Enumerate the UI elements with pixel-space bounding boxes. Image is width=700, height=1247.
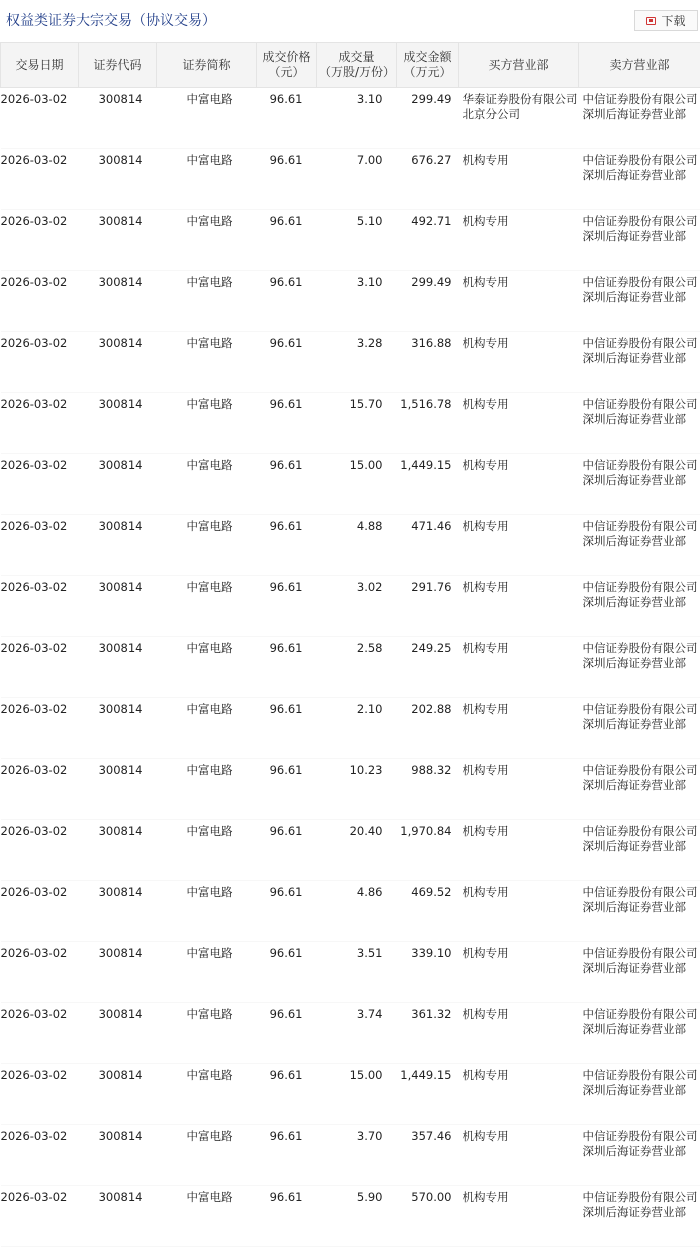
amount-cell: 316.88: [397, 332, 459, 393]
security-name-cell: 中富电路: [157, 820, 257, 881]
table-row: [1, 515, 700, 576]
amount-cell: 339.10: [397, 942, 459, 1003]
price-cell: 96.61: [257, 1064, 317, 1125]
trade-date-cell: 2026-03-02: [1, 1186, 79, 1247]
seller-cell: 中信证券股份有限公司深圳后海证券营业部: [579, 332, 700, 393]
price-cell: 96.61: [257, 332, 317, 393]
security-name-cell: 中富电路: [157, 1064, 257, 1125]
buyer-cell: 机构专用: [459, 393, 579, 454]
buyer-cell: 机构专用: [459, 759, 579, 820]
seller-cell: 中信证券股份有限公司深圳后海证券营业部: [579, 1186, 700, 1247]
seller-cell: 中信证券股份有限公司深圳后海证券营业部: [579, 88, 700, 149]
trade-date-cell: 2026-03-02: [1, 759, 79, 820]
table-row: [1, 332, 700, 393]
security-name-cell: 中富电路: [157, 698, 257, 759]
volume-cell: 20.40: [317, 820, 397, 881]
trade-date-cell: 2026-03-02: [1, 1125, 79, 1186]
amount-cell: 469.52: [397, 881, 459, 942]
volume-cell: 3.10: [317, 271, 397, 332]
buyer-cell: 机构专用: [459, 942, 579, 1003]
security-code-cell: 300814: [79, 759, 157, 820]
volume-cell: 2.10: [317, 698, 397, 759]
amount-cell: 249.25: [397, 637, 459, 698]
amount-cell: 676.27: [397, 149, 459, 210]
col-header-amount: 成交金额 （万元）: [397, 43, 459, 88]
volume-cell: 3.02: [317, 576, 397, 637]
security-code-cell: 300814: [79, 149, 157, 210]
volume-cell: 5.10: [317, 210, 397, 271]
price-cell: 96.61: [257, 1125, 317, 1186]
buyer-cell: 机构专用: [459, 1186, 579, 1247]
amount-cell: 988.32: [397, 759, 459, 820]
table-row: [1, 576, 700, 637]
col-header-buyer: 买方营业部: [459, 43, 579, 88]
security-code-cell: 300814: [79, 637, 157, 698]
buyer-cell: 机构专用: [459, 1125, 579, 1186]
trade-date-cell: 2026-03-02: [1, 332, 79, 393]
trade-date-cell: 2026-03-02: [1, 637, 79, 698]
seller-cell: 中信证券股份有限公司深圳后海证券营业部: [579, 576, 700, 637]
seller-cell: 中信证券股份有限公司深圳后海证券营业部: [579, 1125, 700, 1186]
trade-date-cell: 2026-03-02: [1, 1003, 79, 1064]
security-name-cell: 中富电路: [157, 1003, 257, 1064]
page-title: 权益类证券大宗交易（协议交易）: [6, 10, 216, 30]
buyer-cell: 机构专用: [459, 881, 579, 942]
security-name-cell: 中富电路: [157, 1186, 257, 1247]
price-cell: 96.61: [257, 210, 317, 271]
table-row: [1, 1064, 700, 1125]
volume-cell: 3.28: [317, 332, 397, 393]
table-row: [1, 1003, 700, 1064]
download-button[interactable]: [634, 10, 698, 31]
volume-cell: 5.90: [317, 1186, 397, 1247]
table-row: [1, 698, 700, 759]
trade-date-cell: 2026-03-02: [1, 1064, 79, 1125]
price-cell: 96.61: [257, 515, 317, 576]
col-header-volume: 成交量 （万股/万份）: [317, 43, 397, 88]
amount-cell: 1,516.78: [397, 393, 459, 454]
col-header-security-name: 证券简称: [157, 43, 257, 88]
col-header-price: 成交价格 （元）: [257, 43, 317, 88]
security-code-cell: 300814: [79, 1064, 157, 1125]
seller-cell: 中信证券股份有限公司深圳后海证券营业部: [579, 820, 700, 881]
table-body: [1, 88, 700, 1247]
price-cell: 96.61: [257, 393, 317, 454]
security-code-cell: 300814: [79, 576, 157, 637]
table-row: [1, 1125, 700, 1186]
volume-cell: 3.10: [317, 88, 397, 149]
volume-cell: 4.86: [317, 881, 397, 942]
security-code-cell: 300814: [79, 332, 157, 393]
seller-cell: 中信证券股份有限公司深圳后海证券营业部: [579, 942, 700, 1003]
security-name-cell: 中富电路: [157, 881, 257, 942]
table-row: [1, 454, 700, 515]
amount-cell: 357.46: [397, 1125, 459, 1186]
amount-cell: 471.46: [397, 515, 459, 576]
download-label: 下载: [661, 12, 685, 29]
security-code-cell: 300814: [79, 88, 157, 149]
trade-date-cell: 2026-03-02: [1, 149, 79, 210]
seller-cell: 中信证券股份有限公司深圳后海证券营业部: [579, 210, 700, 271]
volume-cell: 3.74: [317, 1003, 397, 1064]
trade-date-cell: 2026-03-02: [1, 881, 79, 942]
col-header-security-code: 证券代码: [79, 43, 157, 88]
trade-date-cell: 2026-03-02: [1, 210, 79, 271]
amount-cell: 299.49: [397, 271, 459, 332]
security-name-cell: 中富电路: [157, 1125, 257, 1186]
col-header-trade-date: 交易日期: [1, 43, 79, 88]
price-cell: 96.61: [257, 820, 317, 881]
trade-date-cell: 2026-03-02: [1, 942, 79, 1003]
trade-date-cell: 2026-03-02: [1, 515, 79, 576]
trade-date-cell: 2026-03-02: [1, 454, 79, 515]
volume-cell: 3.70: [317, 1125, 397, 1186]
seller-cell: 中信证券股份有限公司深圳后海证券营业部: [579, 454, 700, 515]
table-row: [1, 88, 700, 149]
buyer-cell: 机构专用: [459, 271, 579, 332]
seller-cell: 中信证券股份有限公司深圳后海证券营业部: [579, 637, 700, 698]
security-code-cell: 300814: [79, 820, 157, 881]
security-code-cell: 300814: [79, 1125, 157, 1186]
price-cell: 96.61: [257, 1186, 317, 1247]
table-row: [1, 1186, 700, 1247]
table-row: [1, 820, 700, 881]
table-row: [1, 271, 700, 332]
table-row: [1, 881, 700, 942]
security-name-cell: 中富电路: [157, 942, 257, 1003]
title-bar: [0, 0, 700, 40]
security-name-cell: 中富电路: [157, 271, 257, 332]
security-code-cell: 300814: [79, 942, 157, 1003]
security-name-cell: 中富电路: [157, 454, 257, 515]
security-name-cell: 中富电路: [157, 637, 257, 698]
seller-cell: 中信证券股份有限公司深圳后海证券营业部: [579, 271, 700, 332]
price-cell: 96.61: [257, 454, 317, 515]
volume-cell: 2.58: [317, 637, 397, 698]
amount-cell: 1,449.15: [397, 1064, 459, 1125]
trade-date-cell: 2026-03-02: [1, 698, 79, 759]
amount-cell: 361.32: [397, 1003, 459, 1064]
amount-cell: 291.76: [397, 576, 459, 637]
excel-icon: [646, 17, 656, 25]
price-cell: 96.61: [257, 942, 317, 1003]
price-cell: 96.61: [257, 271, 317, 332]
table-row: [1, 759, 700, 820]
security-name-cell: 中富电路: [157, 759, 257, 820]
volume-cell: 10.23: [317, 759, 397, 820]
amount-cell: 299.49: [397, 88, 459, 149]
buyer-cell: 机构专用: [459, 820, 579, 881]
amount-cell: 202.88: [397, 698, 459, 759]
amount-cell: 570.00: [397, 1186, 459, 1247]
price-cell: 96.61: [257, 698, 317, 759]
price-cell: 96.61: [257, 149, 317, 210]
volume-cell: 4.88: [317, 515, 397, 576]
security-name-cell: 中富电路: [157, 332, 257, 393]
seller-cell: 中信证券股份有限公司深圳后海证券营业部: [579, 515, 700, 576]
seller-cell: 中信证券股份有限公司深圳后海证券营业部: [579, 393, 700, 454]
price-cell: 96.61: [257, 88, 317, 149]
trade-date-cell: 2026-03-02: [1, 576, 79, 637]
security-name-cell: 中富电路: [157, 515, 257, 576]
price-cell: 96.61: [257, 637, 317, 698]
amount-cell: 1,449.15: [397, 454, 459, 515]
seller-cell: 中信证券股份有限公司深圳后海证券营业部: [579, 698, 700, 759]
security-name-cell: 中富电路: [157, 88, 257, 149]
security-code-cell: 300814: [79, 454, 157, 515]
buyer-cell: 机构专用: [459, 210, 579, 271]
buyer-cell: 机构专用: [459, 515, 579, 576]
security-name-cell: 中富电路: [157, 393, 257, 454]
security-code-cell: 300814: [79, 271, 157, 332]
buyer-cell: 机构专用: [459, 1064, 579, 1125]
table-header-row: [1, 43, 700, 88]
volume-cell: 7.00: [317, 149, 397, 210]
amount-cell: 1,970.84: [397, 820, 459, 881]
security-code-cell: 300814: [79, 210, 157, 271]
table-row: [1, 393, 700, 454]
block-trade-table: [0, 42, 700, 1247]
buyer-cell: 机构专用: [459, 637, 579, 698]
buyer-cell: 机构专用: [459, 698, 579, 759]
seller-cell: 中信证券股份有限公司深圳后海证券营业部: [579, 759, 700, 820]
price-cell: 96.61: [257, 576, 317, 637]
security-code-cell: 300814: [79, 698, 157, 759]
security-code-cell: 300814: [79, 1003, 157, 1064]
amount-cell: 492.71: [397, 210, 459, 271]
buyer-cell: 华泰证券股份有限公司北京分公司: [459, 88, 579, 149]
buyer-cell: 机构专用: [459, 149, 579, 210]
security-name-cell: 中富电路: [157, 210, 257, 271]
security-code-cell: 300814: [79, 515, 157, 576]
trade-date-cell: 2026-03-02: [1, 88, 79, 149]
seller-cell: 中信证券股份有限公司深圳后海证券营业部: [579, 1064, 700, 1125]
buyer-cell: 机构专用: [459, 576, 579, 637]
trade-date-cell: 2026-03-02: [1, 820, 79, 881]
security-code-cell: 300814: [79, 881, 157, 942]
volume-cell: 15.00: [317, 454, 397, 515]
price-cell: 96.61: [257, 1003, 317, 1064]
table-row: [1, 637, 700, 698]
security-code-cell: 300814: [79, 393, 157, 454]
seller-cell: 中信证券股份有限公司深圳后海证券营业部: [579, 1003, 700, 1064]
buyer-cell: 机构专用: [459, 332, 579, 393]
volume-cell: 15.70: [317, 393, 397, 454]
seller-cell: 中信证券股份有限公司深圳后海证券营业部: [579, 149, 700, 210]
table-row: [1, 942, 700, 1003]
seller-cell: 中信证券股份有限公司深圳后海证券营业部: [579, 881, 700, 942]
security-name-cell: 中富电路: [157, 576, 257, 637]
volume-cell: 3.51: [317, 942, 397, 1003]
table-row: [1, 149, 700, 210]
buyer-cell: 机构专用: [459, 1003, 579, 1064]
security-name-cell: 中富电路: [157, 149, 257, 210]
security-code-cell: 300814: [79, 1186, 157, 1247]
table-row: [1, 210, 700, 271]
price-cell: 96.61: [257, 881, 317, 942]
buyer-cell: 机构专用: [459, 454, 579, 515]
price-cell: 96.61: [257, 759, 317, 820]
trade-date-cell: 2026-03-02: [1, 271, 79, 332]
col-header-seller: 卖方营业部: [579, 43, 700, 88]
trade-date-cell: 2026-03-02: [1, 393, 79, 454]
volume-cell: 15.00: [317, 1064, 397, 1125]
